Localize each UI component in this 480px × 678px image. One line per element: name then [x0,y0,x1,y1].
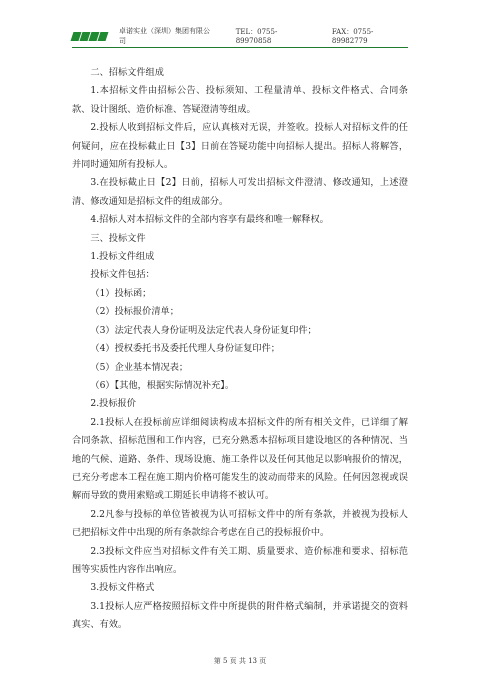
page-header [72,28,408,48]
fax-number: FAX：0755-89982779 [331,28,374,45]
list-item: （1）投标函； [90,287,152,299]
list-item: （2）投标报价清单； [90,306,179,318]
paragraph: 2.1投标人在投标前应详细阅读构成本招标文件的所有相关文件，已详细了解合同条款、招标范围和工作内容，已充分熟悉本招标项目建设地区的各种情况、当地的气候、道路、条件、现场设施、施工条件以及任何其他足以影响报价的情况，已充分考虑本工程在施工期内价格可能发生的波动而带来的风险。任何因忽视或误解而导致的费用索赔或工期延长申请将不被认可。 [72,416,408,502]
paragraph: 2.3投标文件应当对招标文件有关工期、质量要求、造价标准和要求、招标范围等实质性内容作出响应。 [72,545,408,575]
paragraph: 3.在投标截止日【2】日前，招标人可发出招标文件澄清、修改通知，上述澄清、修改通知是招标文件的组成部分。 [72,177,408,207]
telephone: TEL：0755-89970858 [235,28,278,45]
subsection-heading: 1.投标文件组成 [90,251,155,263]
list-item: （6）【其他，根据实际情况补充】。 [90,379,235,391]
list-item: （5）企业基本情况表； [90,361,189,373]
paragraph: 3.1投标人应严格按照招标文件中所提供的附件格式编制，并承诺提交的资料真实、有效。 [72,600,408,631]
list-item: （3）法定代表人身份证明及法定代表人身份证复印件； [90,324,317,336]
subsection-heading: 2.投标报价 [90,398,136,410]
section-heading: 三、投标文件 [90,232,146,244]
company-name: 卓诺实业（深圳）集团有限公司 [119,27,210,45]
paragraph: 2.投标人收到招标文件后，应认真核对无误，并签收。投标人对招标文件的任何疑问，应在投标截止日【3】日前在答疑功能中向招标人提出。招标人将解答，并同时通知所有投标人。 [72,122,408,171]
document-body [72,64,408,635]
paragraph: 2.2凡参与投标的单位皆被视为认可招标文件中的所有条款，并被视为投标人已把招标文件中出现的所有条款综合考虑在自己的投标报价中。 [72,508,408,539]
paragraph: 1.本招标文件由招标公告、投标须知、工程量清单、投标文件格式、合同条款、设计图纸、造价标准、答疑澄清等组成。 [72,85,408,115]
list-item: （4）授权委托书及委托代理人身份证复印件； [90,343,280,355]
company-logo [72,32,107,41]
section-heading: 二、招标文件组成 [90,67,164,78]
page-number: 第 5 页 共 13 页 [213,657,267,665]
paragraph: 4.招标人对本招标文件的全部内容享有最终和唯一解释权。 [90,214,329,226]
subsection-heading: 3.投标文件格式 [90,582,155,594]
paragraph: 投标文件包括： [90,269,155,281]
